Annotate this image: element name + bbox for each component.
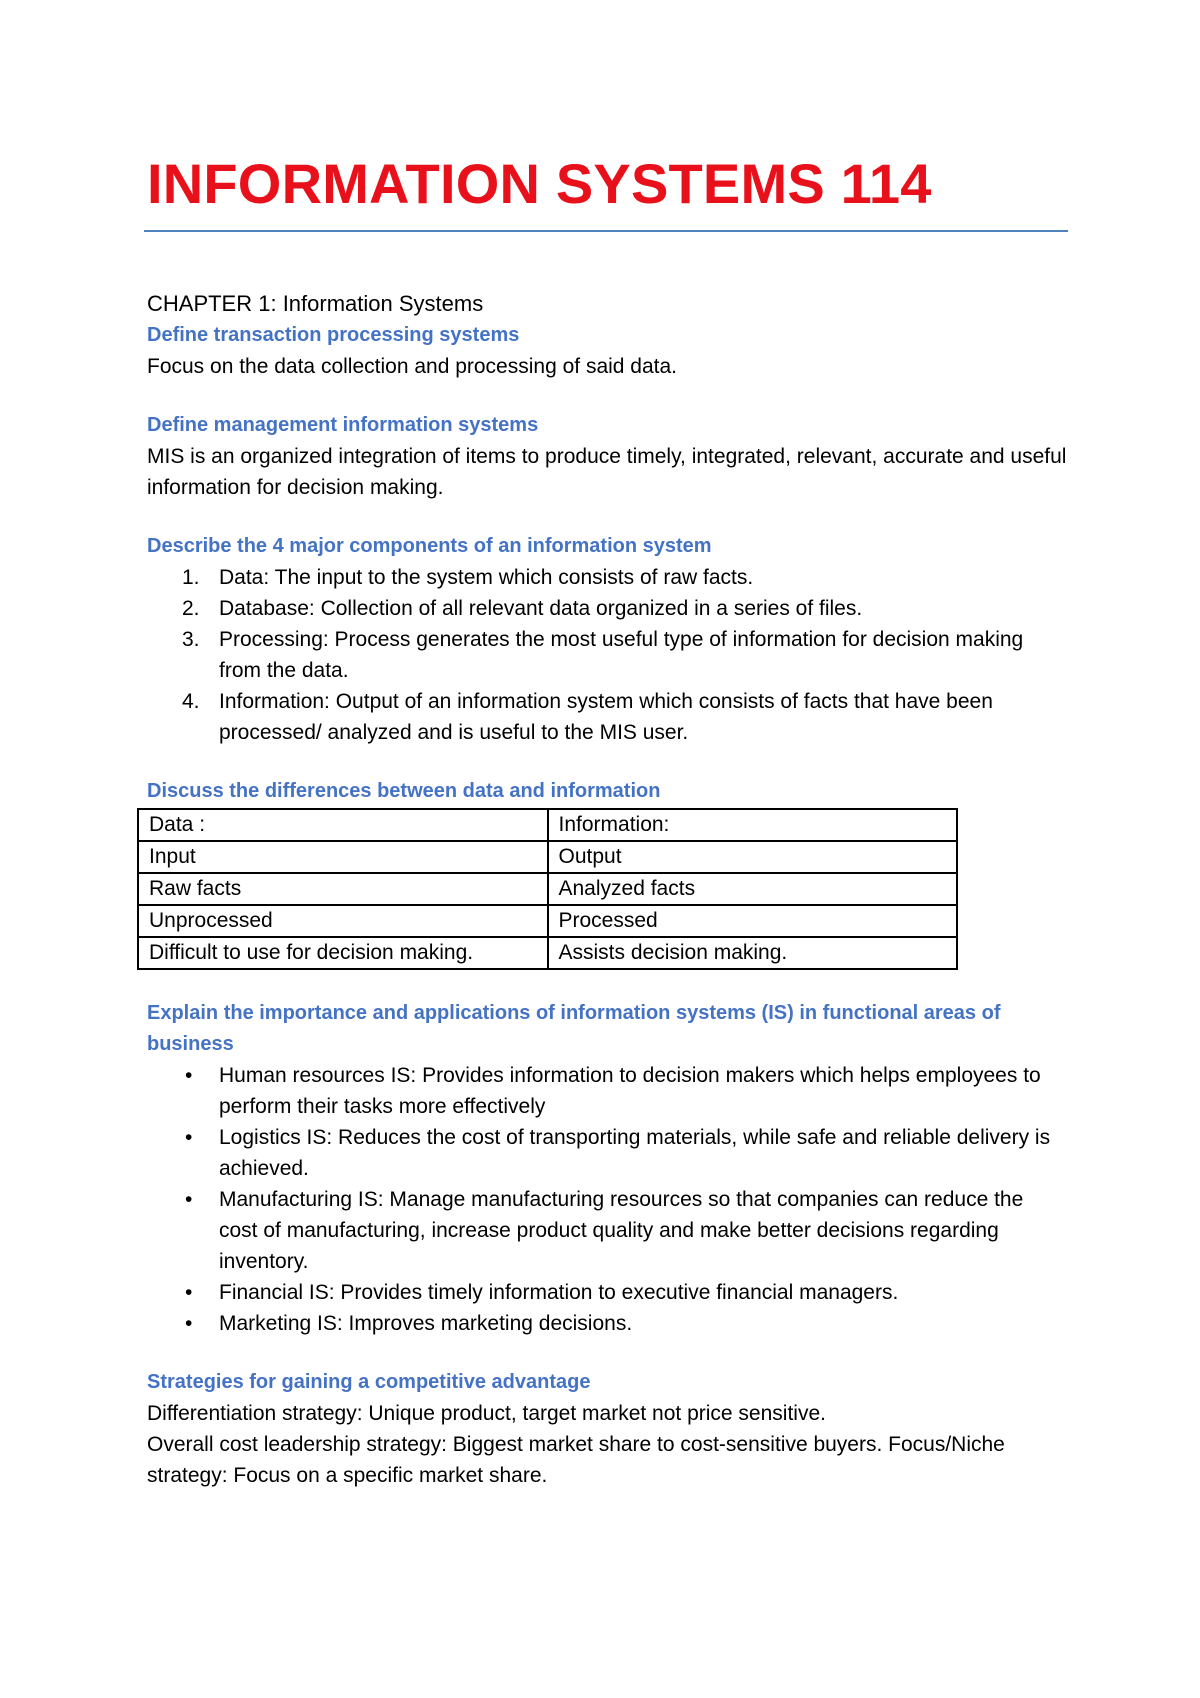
answer-tps: Focus on the data collection and processing of said data. xyxy=(147,355,678,378)
table-row xyxy=(138,873,957,905)
list-item xyxy=(147,1308,1067,1339)
document-title: INFORMATION SYSTEMS 114 xyxy=(147,152,932,215)
list-item-text: Logistics IS: Reduces the cost of transporting materials, while safe and reliable delivery is achieved. xyxy=(219,1126,1051,1180)
list-marker: 4. xyxy=(182,690,200,713)
list-item xyxy=(147,562,1067,593)
list-marker: 2. xyxy=(182,597,200,620)
list-item xyxy=(147,1060,1067,1122)
chapter-heading: CHAPTER 1: Information Systems xyxy=(147,291,484,316)
question-heading-tps: Define transaction processing systems xyxy=(147,324,520,346)
strategy-cost-leadership: Overall cost leadership strategy: Biggest market share to cost-sensitive buyers. Focus/Niche strategy: Focus on a specific market share. xyxy=(147,1433,1005,1487)
question-heading-strategies: Strategies for gaining a competitive advantage xyxy=(147,1371,591,1393)
bullet-icon: • xyxy=(185,1281,193,1304)
list-item xyxy=(147,624,1067,686)
question-heading-components: Describe the 4 major components of an information system xyxy=(147,535,712,557)
question-heading-differences: Discuss the differences between data and information xyxy=(147,780,661,802)
list-item-text: Processing: Process generates the most useful type of information for decision making from the data. xyxy=(219,628,1024,682)
document-body xyxy=(147,288,1067,1491)
table-cell: Difficult to use for decision making. xyxy=(138,937,548,969)
table-cell: Raw facts xyxy=(138,873,548,905)
list-item-text: Information: Output of an information system which consists of facts that have been processed/ analyzed and is useful to the MIS user. xyxy=(219,690,993,744)
list-item-text: Financial IS: Provides timely information to executive financial managers. xyxy=(219,1281,899,1304)
list-item-text: Human resources IS: Provides information to decision makers which helps employees to perform their tasks more effectively xyxy=(219,1064,1041,1118)
table-cell: Output xyxy=(548,841,958,873)
table-row xyxy=(138,937,957,969)
list-item xyxy=(147,686,1067,748)
applications-list xyxy=(147,1060,1067,1339)
list-item-text: Database: Collection of all relevant data organized in a series of files. xyxy=(219,597,863,620)
strategy-differentiation: Differentiation strategy: Unique product, target market not price sensitive. xyxy=(147,1402,826,1425)
list-marker: 3. xyxy=(182,628,200,651)
bullet-icon: • xyxy=(185,1188,193,1211)
list-item xyxy=(147,1184,1067,1277)
table-row xyxy=(138,905,957,937)
table-cell: Processed xyxy=(548,905,958,937)
bullet-icon: • xyxy=(185,1126,193,1149)
table-header-cell: Information: xyxy=(548,809,958,841)
table-cell: Unprocessed xyxy=(138,905,548,937)
title-underline xyxy=(144,230,1068,232)
list-item xyxy=(147,1277,1067,1308)
list-item xyxy=(147,593,1067,624)
components-list xyxy=(147,562,1067,748)
list-item-text: Marketing IS: Improves marketing decisions. xyxy=(219,1312,633,1335)
table-header-row xyxy=(138,809,957,841)
data-vs-information-table xyxy=(137,808,958,970)
bullet-icon: • xyxy=(185,1312,193,1335)
list-item-text: Data: The input to the system which consists of raw facts. xyxy=(219,566,754,589)
question-heading-applications: Explain the importance and applications of information systems (IS) in functional areas of business xyxy=(147,1002,1001,1055)
list-item xyxy=(147,1122,1067,1184)
bullet-icon: • xyxy=(185,1064,193,1087)
list-item-text: Manufacturing IS: Manage manufacturing resources so that companies can reduce the cost of manufacturing, increase product quality and make better decisions regarding inventory. xyxy=(219,1188,1024,1273)
table-cell: Analyzed facts xyxy=(548,873,958,905)
question-heading-mis: Define management information systems xyxy=(147,414,539,436)
table-row xyxy=(138,841,957,873)
table-cell: Assists decision making. xyxy=(548,937,958,969)
list-marker: 1. xyxy=(182,566,200,589)
table-cell: Input xyxy=(138,841,548,873)
table-header-cell: Data : xyxy=(138,809,548,841)
answer-mis: MIS is an organized integration of items to produce timely, integrated, relevant, accurate and useful information for decision making. xyxy=(147,445,1067,499)
